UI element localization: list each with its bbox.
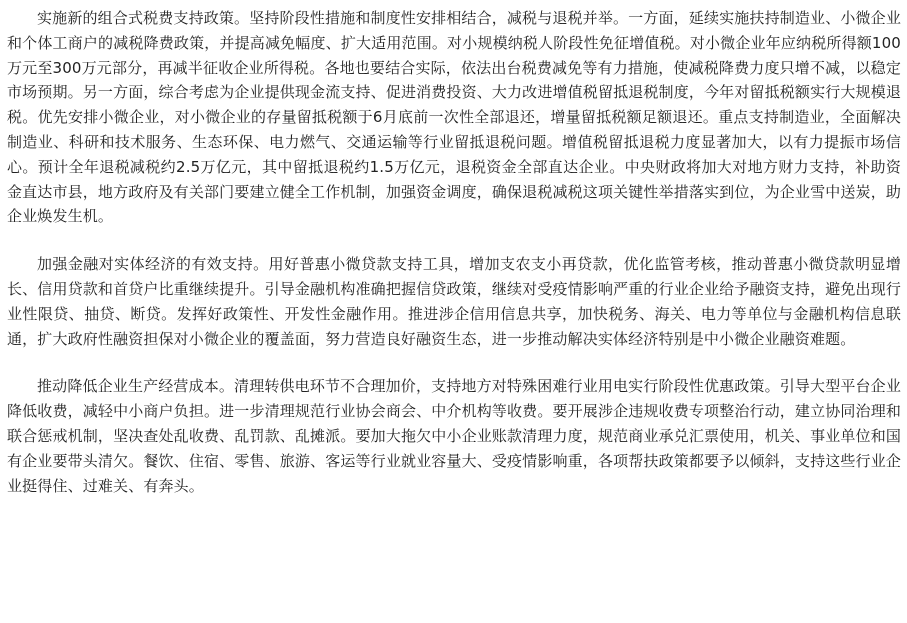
paragraph-cost-reduction: 推动降低企业生产经营成本。清理转供电环节不合理加价，支持地方对特殊困难行业用电实行阶段性优惠政策。引导大型平台企业降低收费，减轻中小商户负担。进一步清理规范行业协会商会、中介机构等收费。要开展涉企违规收费专项整治行动，建立协同治理和联合惩戒机制，坚决查处乱收费、乱罚款、乱摊派。要加大拖欠中小企业账款清理力度，规范商业承兑汇票使用，机关、事业单位和国有企业要带头清欠。餐饮、住宿、零售、旅游、客运等行业就业容量大、受疫情影响重，各项帮扶政策都要予以倾斜，支持这些行业企业挺得住、过难关、有奔头。 bbox=[7, 377, 901, 495]
paragraph-tax-support: 实施新的组合式税费支持政策。坚持阶段性措施和制度性安排相结合，减税与退税并举。一方面，延续实施扶持制造业、小微企业和个体工商户的减税降费政策，并提高减免幅度、扩大适用范围。对小规模纳税人阶段性免征增值税。对小微企业年应纳税所得额100万元至300万元部分，再减半征收企业所得税。各地也要结合实际，依法出台税费减免等有力措施，使减税降费力度只增不减，以稳定市场预期。另一方面，综合考虑为企业提供现金流支持、促进消费投资、大力改进增值税留抵退税制度，今年对留抵税额实行大规模退税。优先安排小微企业，对小微企业的存量留抵税额于6月底前一次性全部退还，增量留抵税额足额退还。重点支持制造业，全面解决制造业、科研和技术服务、生态环保、电力燃气、交通运输等行业留抵退税问题。增值税留抵退税力度显著加大，以有力提振市场信心。预计全年退税减税约2.5万亿元，其中留抵退税约1.5万亿元，退税资金全部直达企业。中央财政将加大对地方财力支持，补助资金直达市县，地方政府及有关部门要建立健全工作机制，加强资金调度，确保退税减税这项关键性举措落实到位，为企业雪中送炭，助企业焕发生机。 bbox=[7, 9, 901, 226]
paragraph-financial-support: 加强金融对实体经济的有效支持。用好普惠小微贷款支持工具，增加支农支小再贷款，优化监管考核，推动普惠小微贷款明显增长、信用贷款和首贷户比重继续提升。引导金融机构准确把握信贷政策，继续对受疫情影响严重的行业企业给予融资支持，避免出现行业性限贷、抽贷、断贷。发挥好政策性、开发性金融作用。推进涉企信用信息共享，加快税务、海关、电力等单位与金融机构信息联通，扩大政府性融资担保对小微企业的覆盖面，努力营造良好融资生态，进一步推动解决实体经济特别是中小微企业融资难题。 bbox=[7, 255, 901, 348]
